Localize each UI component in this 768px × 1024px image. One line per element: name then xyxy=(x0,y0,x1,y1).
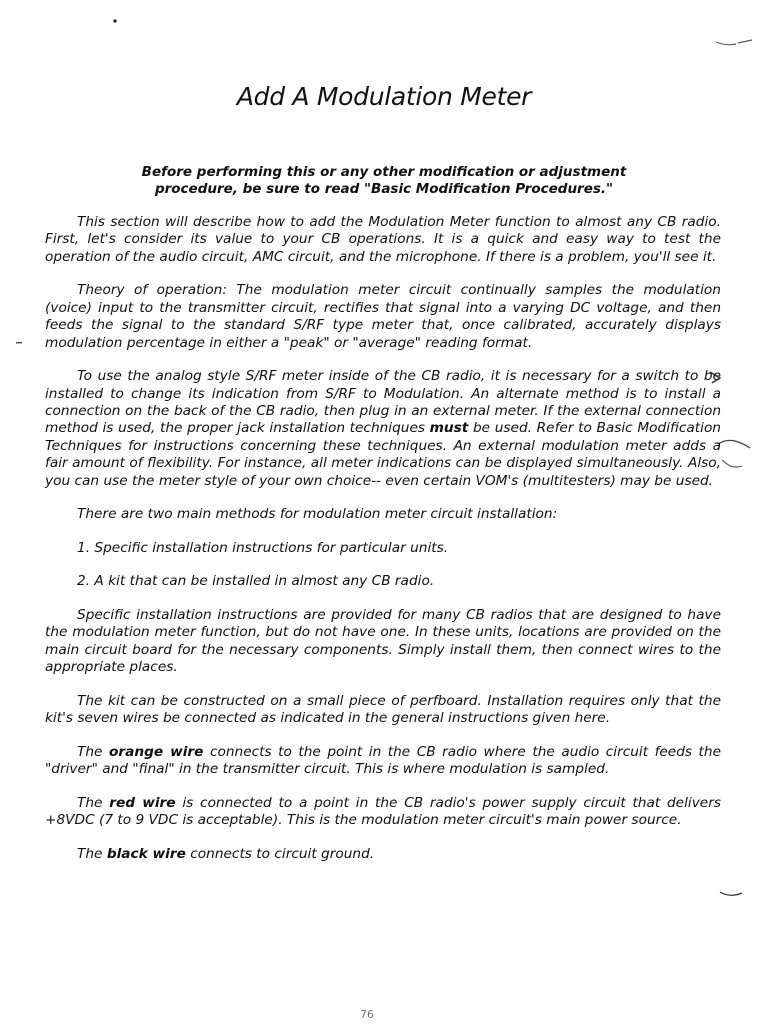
orange-wire-text-2: connects to the point in the CB radio where the audio circuit feeds the "driver" and "final" in the transmitter circuit. This is where modulation is sampled. xyxy=(45,743,722,778)
theory-paragraph: Theory of operation: The modulation meter circuit continually samples the modulation (voice) input to the transmitter circuit, rectifies that signal into a varying DC voltage, and then feeds the signal to the standard S/RF type meter that, once calibrated, accurately displays modulation percentage in either a "peak" or "average" reading format. xyxy=(45,282,721,351)
scan-mark-left xyxy=(16,341,24,345)
page-title: Add A Modulation Meter xyxy=(236,82,532,111)
meter-usage-text-1: To use the analog style S/RF meter inside of the CB radio, it is necessary for a switch to be installed to change its indication from S/RF to Modulation. An alternate method is to install a connection on the back of the CB radio, then plug in an external meter. If the external connection method is used, the proper jack installation techniques xyxy=(45,368,721,437)
black-wire-paragraph xyxy=(45,846,721,863)
orange-wire-label: orange wire xyxy=(108,743,204,760)
black-wire-label: black wire xyxy=(106,845,186,862)
kit-paragraph: The kit can be constructed on a small piece of perfboard. Installation requires only that the kit's seven wires be connected as indicated in the general instructions given here. xyxy=(45,692,721,727)
black-wire-text-1: The xyxy=(77,845,107,862)
must-emphasis: must xyxy=(429,420,469,437)
scan-mark-top-left xyxy=(112,18,118,24)
meter-usage-paragraph xyxy=(45,368,721,490)
intro-paragraph: This section will describe how to add the Modulation Meter function to almost any CB radio. First, let's consider its value to your CB operations. It is a quick and easy way to test the operation of the audio circuit, AMC circuit, and the microphone. If there is a problem, you'll see it. xyxy=(45,214,721,265)
methods-intro-paragraph: There are two main methods for modulation meter circuit installation: xyxy=(77,506,558,523)
red-wire-text-1: The xyxy=(77,794,110,811)
meter-usage-text-2: be used. Refer to Basic Modification Techniques for instructions concerning these techniques. An external modulation meter adds a fair amount of flexibility. For instance, all meter indications can be displayed simultaneously. Also, you can use the meter style of your own choice-- even certain VOM's (multitesters) may be used. xyxy=(45,420,721,489)
procedure-notice: Before performing this or any other modification or adjustment procedure, be sure to read "Basic Modification Procedures." xyxy=(141,164,627,197)
scan-mark-right-1 xyxy=(716,434,752,450)
red-wire-text-2: is connected to a point in the CB radio's power supply circuit that delivers +8VDC (7 to 9 VDC is acceptable). This is the modulation meter circuit's main power source. xyxy=(45,794,721,829)
method-list-item-1: 1. Specific installation instructions for particular units. xyxy=(77,539,449,556)
specific-instructions-paragraph: Specific installation instructions are provided for many CB radios that are designed to have the modulation meter function, but do not have one. In these units, locations are provided on the main circuit board for the necessary components. Simply install them, then connect wires to the appropriate places. xyxy=(45,607,721,676)
scan-mark-right-2 xyxy=(720,458,744,472)
orange-wire-paragraph xyxy=(45,744,721,779)
page-number: 76 xyxy=(360,1008,374,1021)
orange-wire-text-1: The xyxy=(77,743,109,760)
method-list-item-2: 2. A kit that can be installed in almost any CB radio. xyxy=(77,573,435,590)
black-wire-text-2: connects to circuit ground. xyxy=(185,845,375,862)
red-wire-label: red wire xyxy=(109,794,176,811)
scan-mark-top-right xyxy=(712,34,756,52)
body-text xyxy=(45,214,721,879)
scan-mark-right-4 xyxy=(718,890,744,900)
red-wire-paragraph xyxy=(45,795,721,830)
